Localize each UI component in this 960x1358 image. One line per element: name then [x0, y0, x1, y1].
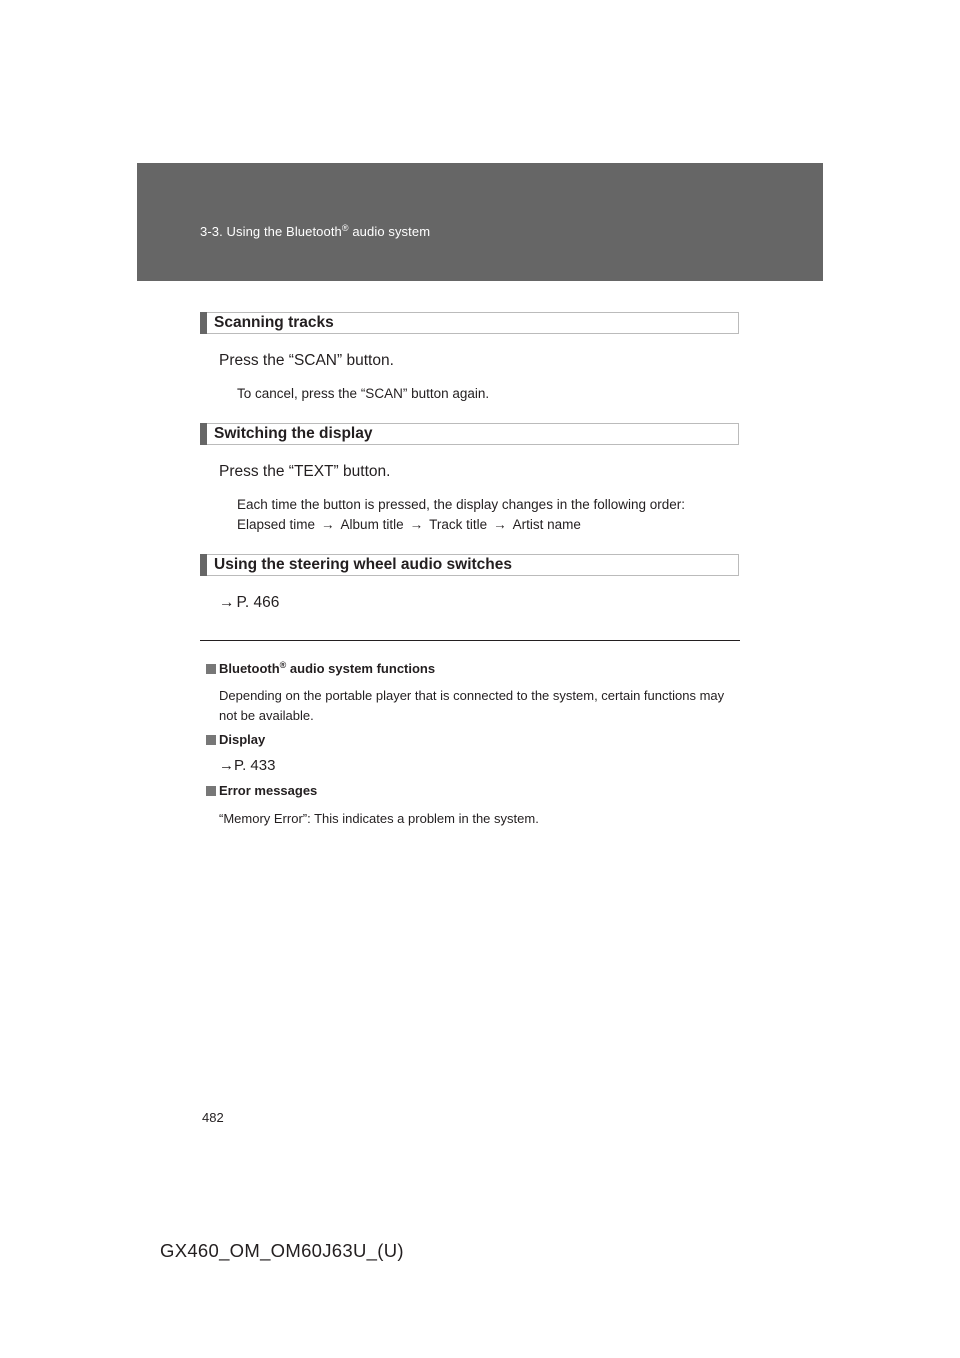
sequence-item: Album title — [340, 517, 404, 532]
page-number: 482 — [202, 1110, 224, 1125]
arrow-icon: → — [219, 594, 235, 611]
registered-mark: ® — [279, 660, 287, 670]
header-suffix: audio system — [348, 224, 431, 239]
page-reference — [219, 756, 741, 776]
info-heading-text: Display — [219, 732, 266, 747]
arrow-icon: → — [409, 517, 424, 532]
section-header-title — [200, 223, 430, 239]
step-text: Press the “TEXT” button. — [219, 463, 391, 480]
display-sequence — [237, 515, 685, 535]
square-bullet-icon — [206, 664, 216, 674]
info-heading-prefix: Bluetooth — [219, 661, 280, 676]
section-bar-display — [200, 423, 739, 445]
header-prefix: 3-3. Using the Bluetooth — [200, 224, 342, 239]
arrow-icon: → — [493, 517, 507, 532]
sequence-item: Artist name — [512, 517, 581, 532]
section-bar-scanning — [200, 312, 739, 334]
section-accent — [200, 423, 207, 445]
document-code: GX460_OM_OM60J63U_(U) — [160, 1240, 404, 1261]
reference-link: P. 466 — [236, 594, 280, 611]
section-bar-steering-switches — [200, 554, 739, 576]
section-title: Using the steering wheel audio switches — [214, 556, 513, 573]
note-text: To cancel, press the “SCAN” button again. — [237, 386, 490, 401]
arrow-icon: → — [321, 517, 335, 532]
sequence-item: Elapsed time — [237, 517, 316, 532]
square-bullet-icon — [206, 735, 216, 745]
step-text: Press the “SCAN” button. — [219, 352, 394, 369]
info-heading-text: Error messages — [219, 783, 318, 798]
sequence-item: Track title — [429, 517, 488, 532]
info-body: “Memory Error”: This indicates a problem in the system. — [219, 811, 539, 826]
reference-link: P. 433 — [234, 757, 276, 774]
section-accent — [200, 312, 207, 334]
page-reference — [219, 594, 279, 612]
registered-mark: ® — [341, 223, 349, 233]
info-heading-bluetooth — [206, 660, 435, 676]
note-text — [237, 495, 685, 535]
square-bullet-icon — [206, 786, 216, 796]
section-accent — [200, 554, 207, 576]
info-heading-errors — [206, 783, 317, 798]
header-band — [137, 163, 823, 281]
arrow-icon: → — [219, 757, 234, 774]
info-body: Depending on the portable player that is connected to the system, certain functions may not be available. — [219, 688, 725, 723]
note-line: Each time the button is pressed, the display changes in the following order: — [237, 497, 686, 512]
divider — [200, 640, 740, 641]
info-heading-suffix: audio system functions — [286, 661, 436, 676]
info-heading-display — [206, 732, 265, 747]
section-title: Scanning tracks — [214, 314, 334, 331]
section-title: Switching the display — [214, 425, 373, 442]
